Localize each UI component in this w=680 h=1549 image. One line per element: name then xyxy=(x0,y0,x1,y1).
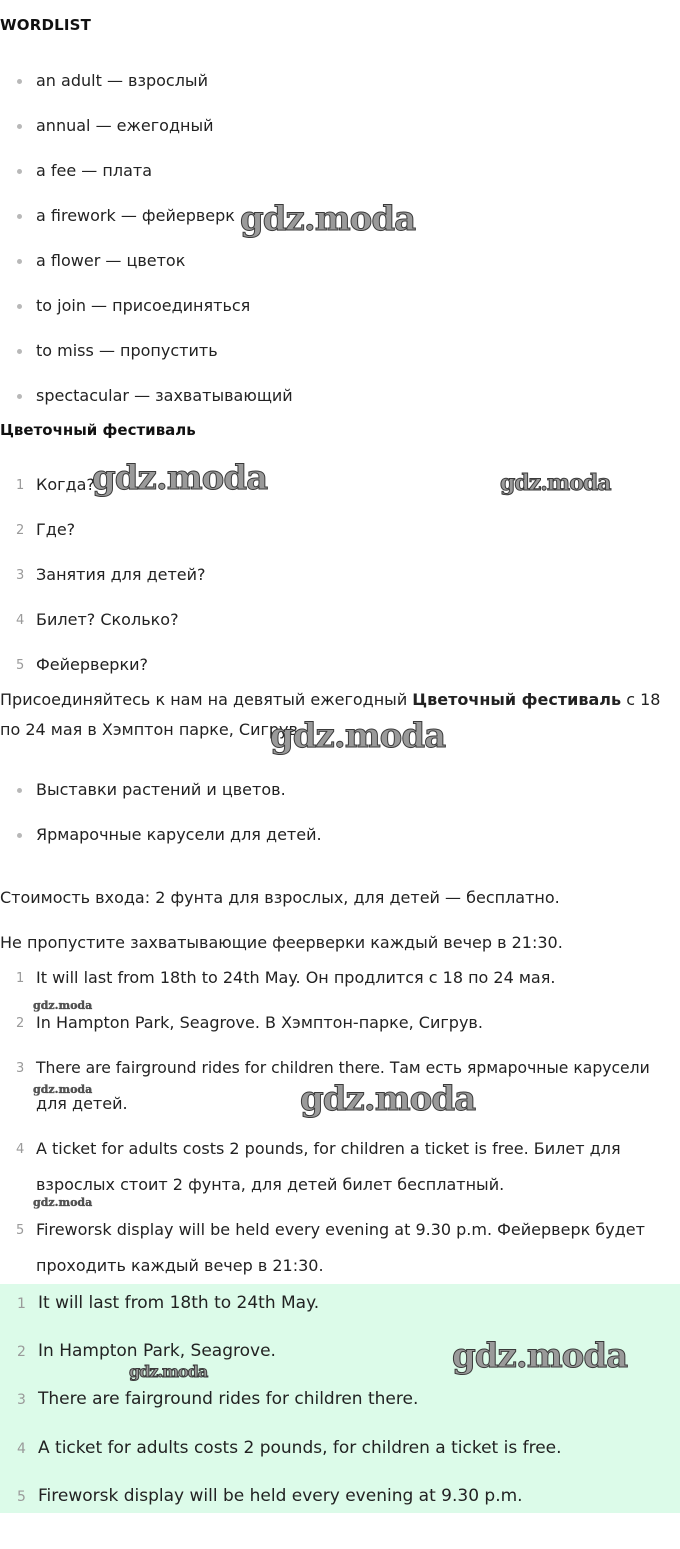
answer-number: 2 xyxy=(17,1344,26,1360)
wordlist-item: a firework — фейерверк xyxy=(36,205,235,227)
translation-line: In Hampton Park, Seagrove. В Хэмптон-парке, Сигрув. xyxy=(36,1013,483,1032)
question-number: 5 xyxy=(16,658,25,673)
watermark: gdz.moda xyxy=(33,999,93,1012)
bullet-icon xyxy=(17,394,22,399)
bullet-icon xyxy=(17,124,22,129)
bullet-icon xyxy=(17,259,22,264)
watermark: gdz.moda xyxy=(300,1079,476,1119)
answer-number: 1 xyxy=(17,1296,26,1312)
wordlist-item: a fee — плата xyxy=(36,160,152,182)
bullet-icon xyxy=(17,349,22,354)
wordlist-item: a flower — цветок xyxy=(36,250,185,272)
translation-line: A ticket for adults costs 2 pounds, for children a ticket is free. Билет для xyxy=(36,1139,621,1158)
watermark: gdz.moda xyxy=(33,1083,93,1096)
question-number: 1 xyxy=(16,478,25,493)
question-text: Фейерверки? xyxy=(36,655,148,674)
answer-number: 3 xyxy=(17,1392,26,1408)
bullet-icon xyxy=(17,304,22,309)
bullet-icon xyxy=(17,169,22,174)
translation-number: 1 xyxy=(16,971,25,986)
festival-bullet-item: Ярмарочные карусели для детей. xyxy=(36,824,322,846)
wordlist-item: an adult — взрослый xyxy=(36,70,208,92)
wordlist-item: to join — присоединяться xyxy=(36,295,250,317)
answer-text: There are fairground rides for children there. xyxy=(38,1389,419,1409)
answer-number: 5 xyxy=(17,1489,26,1505)
translation-number: 4 xyxy=(16,1142,25,1157)
festival-intro: Присоединяйтесь к нам на девятый ежегодный Цветочный фестиваль с 18 по 24 мая в Хэмптон парке, Сигрув. xyxy=(0,690,661,739)
watermark: gdz.moda xyxy=(129,1362,208,1381)
question-text: Когда? xyxy=(36,475,95,494)
answer-text: In Hampton Park, Seagrove. xyxy=(38,1341,276,1361)
watermark: gdz.moda xyxy=(452,1336,628,1376)
bullet-icon xyxy=(17,833,22,838)
answer-number: 4 xyxy=(17,1441,26,1457)
translation-number: 5 xyxy=(16,1223,25,1238)
festival-bullet-item: Выставки растений и цветов. xyxy=(36,779,286,801)
translation-number: 2 xyxy=(16,1016,25,1031)
answer-text: Fireworsk display will be held every evening at 9.30 p.m. xyxy=(38,1486,523,1506)
watermark: gdz.moda xyxy=(33,1196,93,1209)
wordlist-item: spectacular — захватывающий xyxy=(36,385,293,407)
translation-line: It will last from 18th to 24th May. Он продлится с 18 по 24 мая. xyxy=(36,968,556,987)
answer-text: A ticket for adults costs 2 pounds, for children a ticket is free. xyxy=(38,1438,562,1458)
answer-block xyxy=(0,1284,680,1513)
wordlist-item: to miss — пропустить xyxy=(36,340,218,362)
question-number: 4 xyxy=(16,613,25,628)
translation-line: проходить каждый вечер в 21:30. xyxy=(36,1256,324,1275)
fireworks-line: Не пропустите захватывающие феерверки каждый вечер в 21:30. xyxy=(0,933,563,952)
watermark: gdz.moda xyxy=(92,458,268,498)
festival-title: Цветочный фестиваль xyxy=(0,421,196,439)
translation-line: взрослых стоит 2 фунта, для детей билет бесплатный. xyxy=(36,1175,505,1194)
question-text: Где? xyxy=(36,520,76,539)
watermark: gdz.moda xyxy=(500,470,611,496)
question-number: 2 xyxy=(16,523,25,538)
question-text: Билет? Сколько? xyxy=(36,610,179,629)
translation-line: There are fairground rides for children there. Там есть ярмарочные карусели xyxy=(36,1059,650,1077)
translation-line: Fireworsk display will be held every evening at 9.30 p.m. Фейерверк будет xyxy=(36,1220,645,1239)
question-number: 3 xyxy=(16,568,25,583)
bullet-icon xyxy=(17,214,22,219)
wordlist-title: WORDLIST xyxy=(0,16,92,34)
watermark: gdz.moda xyxy=(240,199,416,239)
answer-text: It will last from 18th to 24th May. xyxy=(38,1293,320,1313)
translation-number: 3 xyxy=(16,1061,25,1076)
translation-line: для детей. xyxy=(36,1094,128,1113)
bullet-icon xyxy=(17,788,22,793)
wordlist-item: annual — ежегодный xyxy=(36,115,214,137)
fee-line: Стоимость входа: 2 фунта для взрослых, для детей — бесплатно. xyxy=(0,888,560,907)
bullet-icon xyxy=(17,79,22,84)
question-text: Занятия для детей? xyxy=(36,565,206,584)
watermark: gdz.moda xyxy=(270,716,446,756)
